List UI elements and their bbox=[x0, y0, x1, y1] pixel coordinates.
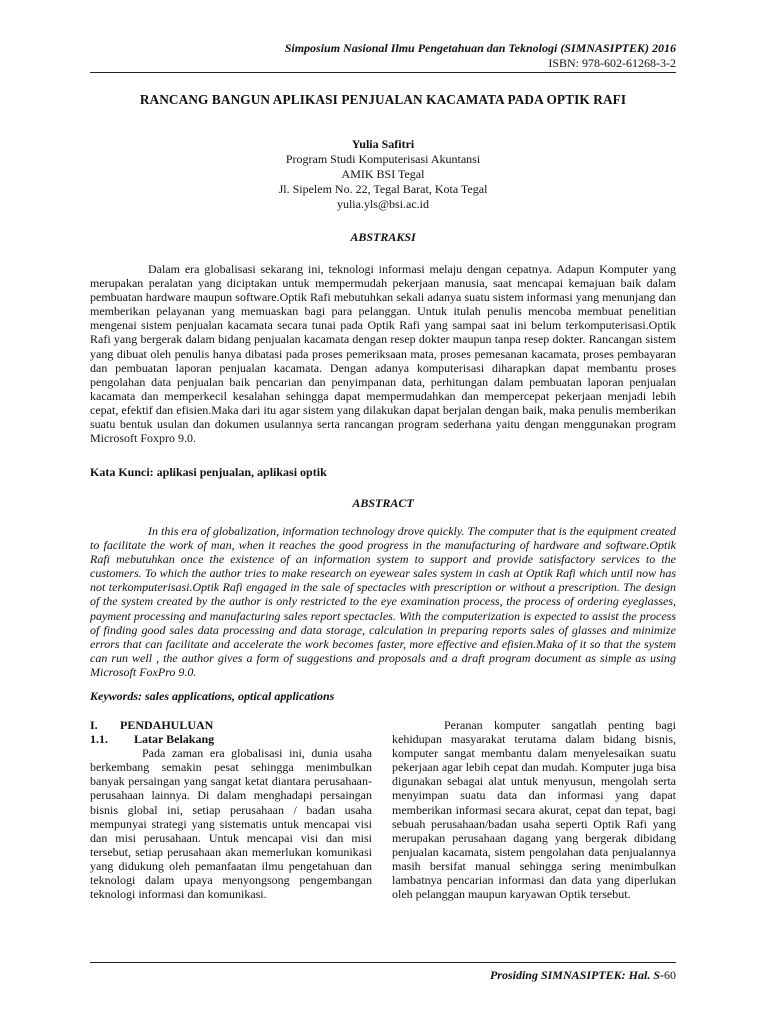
page-number: 60 bbox=[664, 968, 676, 982]
author-name: Yulia Safitri bbox=[351, 137, 415, 151]
author-address: Jl. Sipelem No. 22, Tegal Barat, Kota Tegal bbox=[278, 182, 488, 196]
author-dept: Program Studi Komputerisasi Akuntansi bbox=[285, 152, 481, 166]
right-column-body: Peranan komputer sangatlah penting bagi kehidupan masyarakat terutama dalam bidang bisnis, komputer sangat membantu dalam menyelesaikan suatu pekerjaan agar lebih cepat dan mudah. Komputer juga bisa digunakan sebagai alat untuk menyusun, mengolah serta menyimpan suatu data dan informasi yang dapat memberikan informasi secara akurat, cepat dan tepat, bagi sebuah perusahaan/badan usaha seperti Optik Rafi yang merupakan perusahaan dagang yang bergerak dibidang penjualan kacamata, sistem pengolahan data penjualannya masih bersifat manual sehingga sering menimbulkan lambatnya pencarian informasi dan data yang diperlukan oleh pelanggan maupun karyawan Optik tersebut. bbox=[392, 718, 676, 902]
author-block bbox=[90, 137, 676, 212]
author-institution: AMIK BSI Tegal bbox=[341, 167, 425, 181]
header-rule bbox=[90, 72, 676, 73]
footer bbox=[490, 968, 676, 983]
subsection-number: 1.1. bbox=[90, 732, 108, 747]
section-heading bbox=[90, 718, 372, 732]
abstract-heading: ABSTRACT bbox=[352, 496, 414, 510]
subsection-title: Latar Belakang bbox=[134, 732, 215, 747]
keywords: Keywords: sales applications, optical applications bbox=[90, 689, 335, 703]
kata-kunci: Kata Kunci: aplikasi penjualan, aplikasi optik bbox=[90, 465, 327, 479]
abstraksi-heading: ABSTRAKSI bbox=[350, 230, 416, 244]
right-column bbox=[392, 718, 676, 901]
footer-rule bbox=[90, 962, 676, 963]
abstract-body: In this era of globalization, information technology drove quickly. The computer that is the equipment created to facilitate the work of man, when it reaches the good progress in the manufacturing of hardware and software.Optik Rafi mebutuhkan once the existence of an information system to support and provide satisfactory services to the customers. To which the author tries to make research on eyewear sales system in cash at Optik Rafi which until now has not terkomputerisasi.Optik Rafi engaged in the sale of spectacles with prescription or without a prescription. The design of the system created by the author is only restricted to the eye examination process, the process of ordering eyeglasses, payment processing and manufacturing sales report spectacles. With the computerization is expected to assist the process of finding good sales data processing and data storage, calculation in preparing reports sales of glasses and minimize errors that can facilitate and accelerate the work becomes faster, more effective and efisien.Maka of it so that the system can run well , the author gives a form of suggestions and proposals and a draft program document as simple as using Microsoft FoxPro 9.0. bbox=[90, 524, 676, 679]
section-number: I. bbox=[90, 718, 98, 732]
subsection-heading bbox=[90, 732, 372, 746]
abstraksi-body: Dalam era globalisasi sekarang ini, teknologi informasi melaju dengan cepatnya. Adapun Komputer yang merupakan peralatan yang diciptakan untuk mempermudah pekerjaan manusia, saat mencapai kemajuan baik dalam pembuatan hardware maupun software.Optik Rafi mebutuhkan sekali adanya suatu sistem informasi yang menunjang dan memberikan pelayanan yang memuaskan bagi para pelanggan. Untuk itulah penulis mencoba membuat penelitian mengenai sistem penjualan kacamata secara tunai pada Optik Rafi yang sampai saat ini belum terkomputerisasi.Optik Rafi yang bergerak dalam bidang penjualan kacamata dengan resep dokter maupun tanpa resep dokter. Rancangan sistem yang dibuat oleh penulis hanya dibatasi pada proses pemeriksaan mata, proses pemesanan kacamata, proses pembayaran dan pembuatan laporan penjualan kacamata. Dengan adanya komputerisasi diharapkan dapat membantu proses pengolahan data penjualan baik pencarian dan penyimpanan data, perhitungan dalam pembuatan laporan penjualan kacamata dan memperkecil kesalahan sehingga dapat mempermudahkan dan mempercepat pekerjaan menjadi lebih cepat, efektif dan efisien.Maka dari itu agar sistem yang dilakukan dapat berjalan dengan baik, maka penulis memberikan suatu bentuk usulan dan dokumen usulannya serta rancangan program sederhana yaitu dengan menggunakan program Microsoft Foxpro 9.0. bbox=[90, 262, 676, 446]
footer-label: Prosiding SIMNASIPTEK: Hal. S- bbox=[489, 968, 664, 982]
paper-title: RANCANG BANGUN APLIKASI PENJUALAN KACAMATA PADA OPTIK RAFI bbox=[139, 92, 627, 107]
section-title: PENDAHULUAN bbox=[120, 718, 214, 732]
left-column bbox=[90, 718, 372, 901]
isbn: ISBN: 978-602-61268-3-2 bbox=[548, 56, 676, 70]
author-email: yulia.yls@bsi.ac.id bbox=[336, 197, 430, 211]
journal-header: Simposium Nasional Ilmu Pengetahuan dan Teknologi (SIMNASIPTEK) 2016 bbox=[284, 41, 676, 55]
left-column-body: Pada zaman era globalisasi ini, dunia usaha berkembang semakin pesat sehingga menimbulkan banyak persaingan yang sangat ketat diantara perusahaan-perusahaan lainnya. Di dalam menghadapi persaingan bisnis global ini, setiap perusahaan / badan usaha mempunyai strategi yang sistematis untuk mencapai visi dan misi perusahaan. Untuk mencapai visi dan misi tersebut, setiap perusahaan akan memerlukan komunikasi yang didukung oleh pemanfaatan ilmu pengetahuan dan teknologi dalam upaya menyongsong pengembangan teknologi informasi dan komunikasi. bbox=[90, 746, 372, 902]
